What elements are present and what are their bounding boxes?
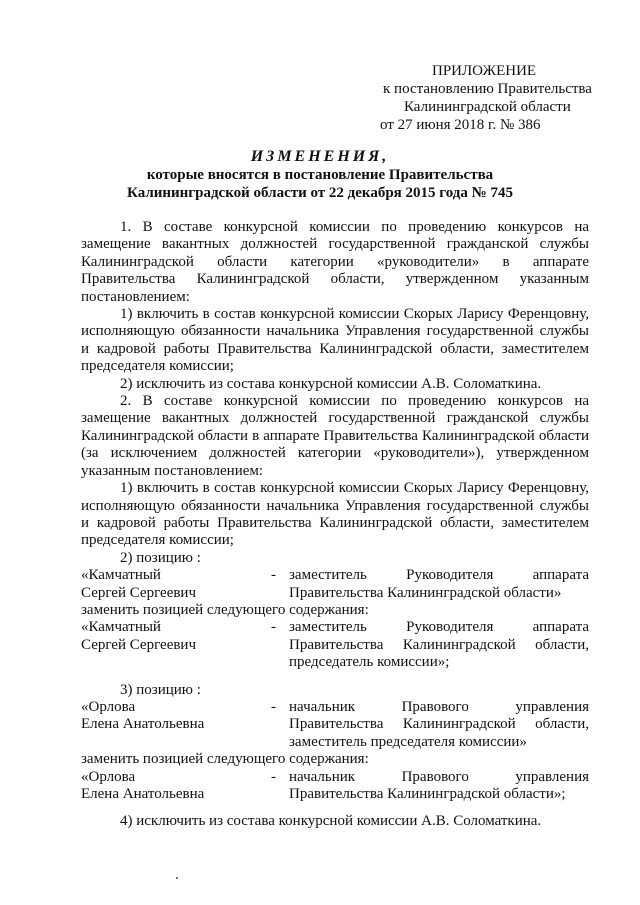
separator-dash: - xyxy=(271,619,276,636)
paragraph-1-1: 1) включить в состав конкурсной комиссии Скорых Ларису Ференцовну, исполняющую обязанности начальника Управления государственной службы и кадровой работы Правительства Калининградской области, заместителем председателя комиссии; xyxy=(81,306,589,375)
heading-main: ИЗМЕНЕНИЯ, xyxy=(250,148,390,165)
heading-line: которые вносятся в постановление Правительства xyxy=(146,167,494,183)
paragraph-1-2: 2) исключить из состава конкурсной комиссии А.В. Соломаткина. xyxy=(120,375,542,392)
appendix-title: ПРИЛОЖЕНИЕ xyxy=(432,63,537,79)
person-given-names: Елена Анатольевна xyxy=(81,786,205,802)
position-row-new-2 xyxy=(81,769,589,804)
replace-note: заменить позицией следующего содержания: xyxy=(81,751,369,768)
person-surname: «Камчатный xyxy=(81,619,161,636)
position-title: начальник Правового управления Правительства Калининградской области»; xyxy=(289,768,589,802)
position-row-old-2 xyxy=(81,699,589,751)
paragraph-2-3: 3) позицию : xyxy=(120,681,201,698)
appendix-line: Калининградской области xyxy=(404,99,571,115)
appendix-line: к постановлению Правительства xyxy=(383,81,592,97)
paragraph-2: 2. В составе конкурсной комиссии по проведению конкурсов на замещение вакантных должностей государственной гражданской службы Калининградской области в аппарате Правительства Калининградской области (за исключением должностей категории «руководители»), утвержденном указанным постановлением: xyxy=(81,393,589,479)
person-given-names: Сергей Сергеевич xyxy=(81,636,197,653)
position-title: начальник Правового управления Правительства Калининградской области, заместитель председателя комиссии» xyxy=(289,698,589,750)
position-row-new-1 xyxy=(81,619,589,671)
paragraph-2-2: 2) позицию : xyxy=(120,549,201,566)
person-given-names: Сергей Сергеевич xyxy=(81,584,197,601)
appendix-date-number: от 27 июня 2018 г. № 386 xyxy=(380,117,541,133)
person-name xyxy=(81,769,271,804)
person-name xyxy=(81,619,271,654)
document-body xyxy=(81,219,589,831)
paragraph-2-4: 4) исключить из состава конкурсной комиссии А.В. Соломаткина. xyxy=(120,813,542,830)
separator-dash: - xyxy=(271,567,276,584)
person-surname: «Камчатный xyxy=(81,567,161,584)
scan-speck xyxy=(176,877,178,879)
paragraph-1: 1. В составе конкурсной комиссии по проведению конкурсов на замещение вакантных должностей государственной гражданской службы Калининградской области категории «руководители» в аппарате Правительства Калининградской области, утвержденном указанным постановлением: xyxy=(81,219,589,305)
person-surname: «Орлова xyxy=(81,768,136,785)
heading-line: Калининградской области от 22 декабря 2015 года № 745 xyxy=(127,185,513,201)
document-heading xyxy=(0,148,640,202)
replace-note: заменить позицией следующего содержания: xyxy=(81,601,369,618)
person-surname: «Орлова xyxy=(81,698,136,715)
position-title: заместитель Руководителя аппарата Правительства Калининградской области» xyxy=(289,567,589,601)
person-name xyxy=(81,567,271,602)
person-given-names: Елена Анатольевна xyxy=(81,716,205,733)
person-name xyxy=(81,699,271,734)
position-row-old-1 xyxy=(81,567,589,602)
paragraph-2-1: 1) включить в состав конкурсной комиссии Скорых Ларису Ференцовну, исполняющую обязанности начальника Управления государственной службы и кадровой работы Правительства Калининградской области, заместителем председателя комиссии; xyxy=(81,480,589,549)
separator-dash: - xyxy=(271,698,276,715)
position-title: заместитель Руководителя аппарата Правительства Калининградской области, председатель комиссии»; xyxy=(289,619,589,671)
separator-dash: - xyxy=(271,768,276,785)
